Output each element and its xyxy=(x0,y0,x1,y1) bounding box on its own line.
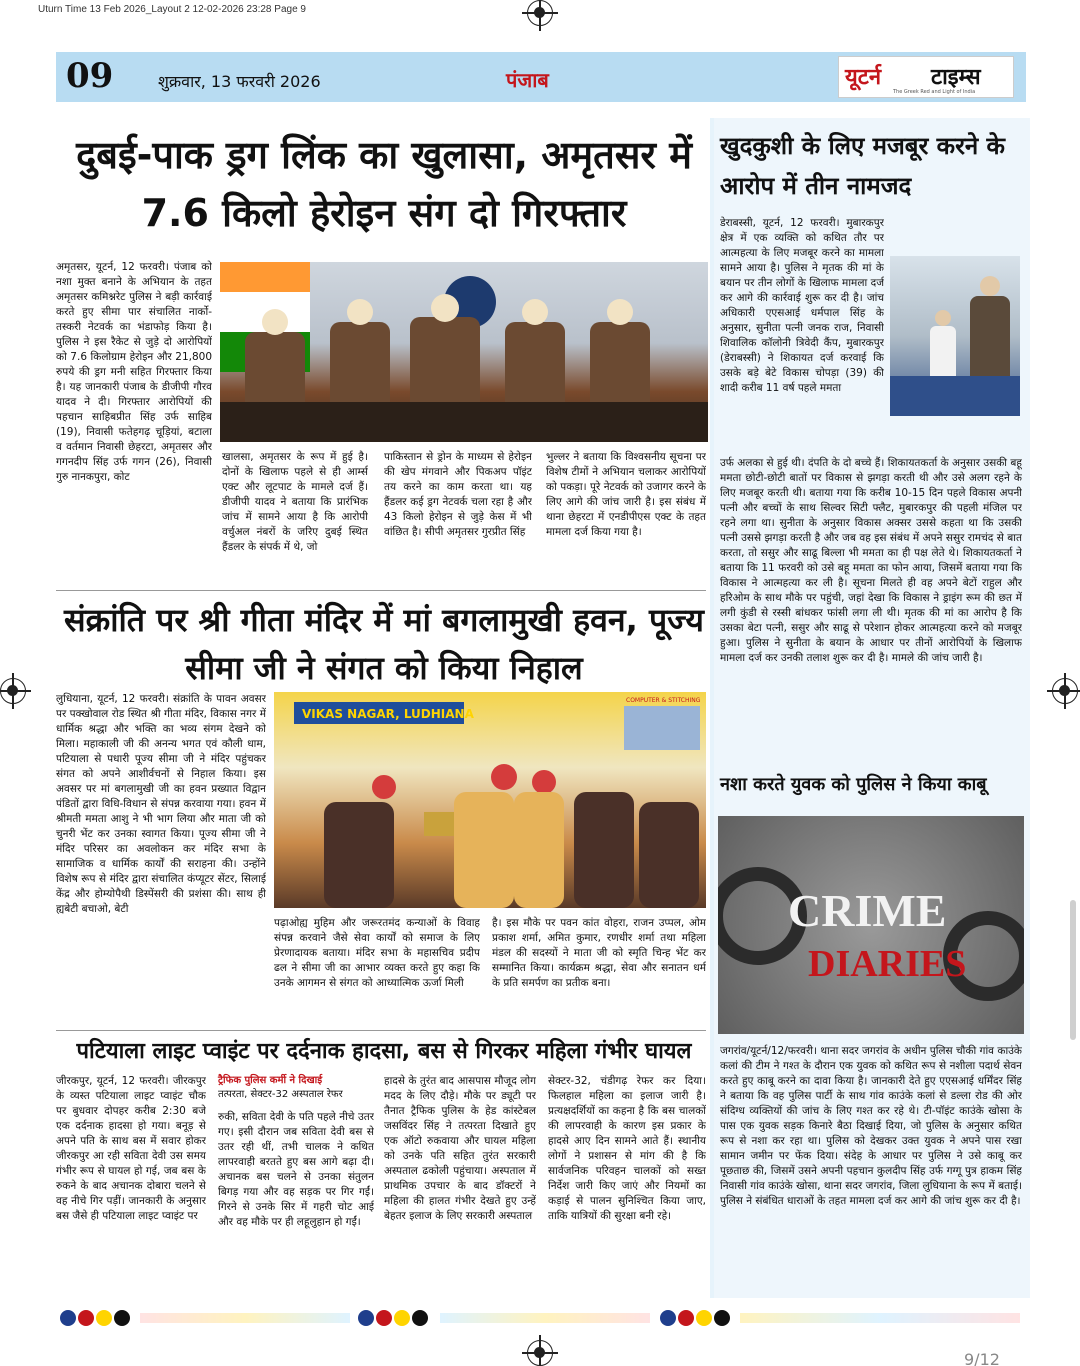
crime-word: CRIME xyxy=(788,885,947,936)
story2-col3: है। इस मौके पर पवन कांत वोहरा, राजन उप्पल, ओम प्रकाश शर्मा, अमित कुमार, रणधीर शर्मा तथा महिला मंडल की सदस्यों ने माता जी को स्मृति चिन्ह भेंट कर सम्मानित किया। कार्यक्रम श्रद्धा, सेवा और सनातन धर्म के प्रति समर्पण का प्रतीक बना। xyxy=(492,917,706,989)
diaries-word: DIARIES xyxy=(808,943,967,985)
scrollbar-thumb[interactable] xyxy=(1070,900,1076,1040)
headline-drug-youth: नशा करते युवक को पुलिस ने किया काबू xyxy=(720,774,987,795)
story4-lead: डेराबस्सी, यूटर्न, 12 फरवरी। मुबारकपुर क्षेत्र में एक व्यक्ति को कथित तौर पर आत्महत्या के लिए मजबूर करने का मामला सामने आया है। पुलिस ने मृतक की मां के बयान पर तीन लोगों के खिलाफ मामला दर्ज कर आगे की कार्रवाई शुरू कर दी है। जांच अधिकारी एएसआई धर्मपाल सिंह के अनुसार, सुनीता पत्नी जनक राज, निवासी शिवालिक कॉलोनी त्रिवेदी कैंप, मुबारकपुर (डेराबस्सी) ने शिकायत दर्ज करवाई कि उसके बड़े बेटे विकास चोपड़ा (39) की शादी करीब 11 वर्ष पहले ममता xyxy=(720,217,884,394)
press-conference-photo xyxy=(220,262,708,442)
story1-col4: भुल्लर ने बताया कि विश्वसनीय सूचना पर विशेष टीमों ने अभियान चलाकर आरोपियों को पकड़ा। पूरे नेटवर्क को उजागर करने के लिए आगे की जांच जारी है। इस संबंध में थाना छेहरटा में एनडीपीएस एक्ट के तहत मामला दर्ज किया गया है। xyxy=(546,451,706,538)
banner-computer: COMPUTER & STITCHING xyxy=(626,697,701,704)
story3-subhead-line1: ट्रैफिक पुलिस कर्मी ने दिखाई xyxy=(218,1075,323,1086)
story2-col2: पढ़ाओह्य मुहिम और जरूरतमंद कन्याओं के विवाह संपन्न करवाने जैसे सेवा कार्यों को समाज के लिए प्रेरणादायक बताया। मंदिर सभा के महासचिव प्रदीप ढल ने सीमा जी का आभार व्यक्त करते हुए कहा कि उनके आगमन से संगत को आध्यात्मिक ऊर्जा मिली xyxy=(274,917,480,989)
hospital-image xyxy=(890,256,1020,416)
masthead-logo xyxy=(838,56,1014,98)
story3-subhead xyxy=(218,1074,374,1104)
issue-date: शुक्रवार, 13 फरवरी 2026 xyxy=(158,72,321,91)
story3-col1: जीरकपुर, यूटर्न, 12 फरवरी। जीरकपुर के व्यस्त पटियाला लाइट प्वाइंट चौक पर बुधवार दोपहर करीब 2:30 बजे एक दर्दनाक हादसा हो गया। बनूड़ से अपने पति के साथ बस में सवार होकर जीरकपुर आ रही सविता देवी उस समय गंभीर रूप से घायल हो गई, जब बस के रुकने के बाद अचानक दोबारा चलने से वह नीचे गिर पड़ीं। जानकारी के अनुसार बस जैसे ही पटियाला लाइट प्वाइंट पर xyxy=(56,1075,206,1222)
banner-vikas-nagar: VIKAS NAGAR, LUDHIANA xyxy=(302,707,474,721)
story3-col2: रुकी, सविता देवी के पति पहले नीचे उतर गए। इसी दौरान जब सविता देवी बस से उतर रही थीं, तभी चालक ने कथित लापरवाही बरतते हुए बस आगे बढ़ा दी। अचानक बस चलने से उनका संतुलन बिगड़ गया और वह सड़क पर गिर गईं। गिरने से उनके सिर में गहरी चोट आई और वह मौके पर ही लहूलुहान हो गईं। xyxy=(218,1111,374,1228)
color-bar-3 xyxy=(740,1313,1020,1323)
registration-mark-left xyxy=(0,678,26,704)
divider xyxy=(56,590,706,591)
divider xyxy=(56,1030,706,1031)
press-conference-image xyxy=(220,262,708,442)
story3-col3: हादसे के तुरंत बाद आसपास मौजूद लोग मदद के लिए दौड़े। मौके पर ड्यूटी पर तैनात ट्रैफिक पुलिस के हेड कांस्टेबल जसविंदर सिंह ने तत्परता दिखाते हुए एक ऑटो रुकवाया और घायल महिला को उनके पति सहित तुरंत सरकारी अस्पताल ढकोली पहुंचाया। अस्पताल में प्राथमिक उपचार के बाद डॉक्टरों ने महिला की हालत गंभीर देखते हुए उन्हें बेहतर इलाज के लिए सरकारी अस्पताल xyxy=(384,1075,536,1222)
handcuff-image xyxy=(718,816,1024,1034)
story4-body: उर्फ अलका से हुई थी। दंपति के दो बच्चे हैं। शिकायतकर्ता के अनुसार उसकी बहू ममता छोटी-छोटी बातों पर विकास से झगड़ा करती थी और उसे अलग रहने के लिए मजबूर करती थी। बताया गया कि करीब 10-15 दिन पहले विकास अपनी पत्नी और बच्चों के साथ सिल्वर सिटी फ्लैट, मुबारकपुर की पहली मंजिल पर रहने लगा था। सुनीता के अनुसार विकास अक्सर उससे कहता था कि उसकी पत्नी उससे झगड़ा करती है और जब वह इस संबंध में अपने ससुर रामचंद से बात करता, तो ससुर और साढू बिल्ला भी ममता का ही पक्ष लेते थे। शिकायतकर्ता ने बताया कि 11 फरवरी को उसे बहू ममता का फोन आया, जिसमें बताया गया कि विकास ने आत्महत्या कर ली है। सूचना मिलते ही वह अपने बेटों राहुल और हरिओम के साथ मौके पर पहुंची, जहां देखा कि विकास ने ड्राइंग रूम की छत में लगी कुंडी से रस्सी बांधकर फांसी लगा ली थी। मृतक की मां का आरोप है कि उसका बेटा पत्नी, ससुर और साढू से परेशान होकर आत्महत्या करने को मजबूर हुआ। पुलिस ने सुनीता के बयान के आधार पर तीनों आरोपियों के खिलाफ मामला दर्ज कर उनकी तलाश शुरू कर दी है। मामले की जांच जारी है। xyxy=(720,457,1022,664)
logo-word-2: टाइम्स xyxy=(931,65,981,90)
havan-event-photo xyxy=(274,692,706,908)
print-slug: Uturn Time 13 Feb 2026_Layout 2 12-02-2026 23:28 Page 9 xyxy=(0,0,1080,22)
color-bar-2 xyxy=(440,1313,650,1323)
story1-col2: खालसा, अमृतसर के रूप में हुई है। दोनों के खिलाफ पहले से ही आर्म्स एक्ट और लूटपाट के मामले दर्ज हैं। डीजीपी यादव ने बताया कि प्रारंभिक जांच में सामने आया है कि आरोपी वर्चुअल नंबरों के जरिए दुबई स्थित हैंडलर के संपर्क में थे, जो xyxy=(222,451,368,553)
story3-col4: सेक्टर-32, चंडीगढ़ रेफर कर दिया। फिलहाल महिला का इलाज जारी है। प्रत्यक्षदर्शियों का कहना है कि बस चालकों की लापरवाही के कारण इस प्रकार के हादसे आए दिन सामने आते हैं। स्थानीय लोगों ने प्रशासन से मांग की है कि सार्वजनिक परिवहन चालकों को सख्त निर्देश जारी किए जाएं और नियमों का कड़ाई से पालन सुनिश्चित किया जाए, ताकि यात्रियों की सुरक्षा बनी रहे। xyxy=(548,1075,706,1222)
logo-word-1: यूटर्न xyxy=(845,65,882,90)
page-mark: 9/12 xyxy=(964,1350,1000,1366)
crime-diaries-graphic xyxy=(718,816,1024,1034)
color-dots-3 xyxy=(660,1310,732,1330)
headline-suicide-case: खुदकुशी के लिए मजबूर करने के आरोप में तीन नामजद xyxy=(720,132,1005,200)
hospital-photo xyxy=(890,256,1020,416)
registration-mark-bottom xyxy=(527,1340,553,1366)
page-number: 09 xyxy=(66,56,114,96)
story3-subhead-line2: तत्परता, सेक्टर-32 अस्पताल रेफर xyxy=(218,1089,343,1100)
headline-gita-mandir: संक्रांति पर श्री गीता मंदिर में मां बगलामुखी हवन, पूज्य सीमा जी ने संगत को किया निहाल xyxy=(63,601,704,687)
color-dots-2 xyxy=(358,1310,430,1330)
logo-tagline: The Greek Red and Light of India xyxy=(893,89,976,95)
havan-event-image xyxy=(274,692,706,908)
registration-mark-right xyxy=(1052,678,1078,704)
color-bar-1 xyxy=(140,1313,350,1323)
story5-body: जगरांव/यूटर्न/12/फरवरी। थाना सदर जगरांव के अधीन पुलिस चौकी गांव काउंके कलां की टीम ने गश्त के दौरान एक युवक को कथित रूप से नशीला पदार्थ सेवन करते हुए काबू करने का दावा किया है। जानकारी देते हुए एएसआई धर्मिंदर सिंह ने बताया कि वह पुलिस पार्टी के साथ गांव काउंके कलां से डल्ला रोड की ओर संदिग्ध व्यक्तियों की जांच के लिए गश्त कर रहे थे। टी-पॉइंट काउंके खोसा के पास एक युवक सड़क किनारे बैठा दिखाई दिया, जो पुलिस के अनुसार कथित रूप से नशा कर रहा था। पुलिस को देखकर उक्त युवक ने अपने पास रखा सामान जमीन पर फेंक दिया। संदेह के आधार पर पुलिस ने उसे काबू कर पूछताछ की, जिसमें उसने अपनी पहचान कुलदीप सिंह उर्फ गग्गू पुत्र हाकम सिंह निवासी गांव काउंके खोसा, थाना सदर जगरांव, जिला लुधियाना के रूप में बताई। पुलिस ने संबंधित धाराओं के तहत मामला दर्ज कर आगे की जांच शुरू कर दी है। xyxy=(720,1045,1022,1207)
color-dots-1 xyxy=(60,1310,132,1330)
headline-bus-accident: पटियाला लाइट प्वाइंट पर दर्दनाक हादसा, बस से गिरकर महिला गंभीर घायल xyxy=(76,1039,692,1064)
story1-col1: अमृतसर, यूटर्न, 12 फरवरी। पंजाब को नशा मुक्त बनाने के अभियान के तहत अमृतसर कमिश्नरेट पुलिस ने बड़ी कार्रवाई करते हुए सीमा पार संचालित नार्को-तस्करी नेटवर्क का भंडाफोड़ किया है। पुलिस ने इस रैकेट से जुड़े दो आरोपियों को 7.6 किलोग्राम हेरोइन और 21,800 रुपये की ड्रग मनी सहित गिरफ्तार किया है। यह जानकारी पंजाब के डीजीपी गौरव यादव ने दी। गिरफ्तार आरोपियों की पहचान साहिबप्रीत सिंह उर्फ साहिब (19), निवासी फतेहगढ़ चूड़ियां, बटाला व वर्तमान निवासी छेहरटा, अमृतसर और गगनदीप सिंह उर्फ गगन (26), निवासी गुरु नानकपुरा, कोट xyxy=(56,261,212,483)
story1-col3: पाकिस्तान से ड्रोन के माध्यम से हेरोइन की खेप मंगवाने और पिकअप पॉइंट तय करने का काम करता था। यह हैंडलर कई ड्रग नेटवर्क चला रहा है और 43 किलो हेरोइन से जुड़े केस में भी वांछित है। सीपी अमृतसर गुरप्रीत सिंह xyxy=(384,451,532,538)
section-name: पंजाब xyxy=(506,68,549,92)
headline-drug-link: दुबई-पाक ड्रग लिंक का खुलासा, अमृतसर में 7.6 किलो हेरोइन संग दो गिरफ्तार xyxy=(76,133,692,235)
registration-mark-top xyxy=(527,0,553,26)
story2-col1: लुधियाना, यूटर्न, 12 फरवरी। संक्रांति के पावन अवसर पर पक्खोवाल रोड स्थित श्री गीता मंदिर, विकास नगर में धार्मिक श्रद्धा और भक्ति का भव्य संगम देखने को मिला। महाकाली जी की अनन्य भगत एवं कौली धाम, पटियाला से पधारी पूज्य सीमा जी ने मंदिर पहुंचकर संगत को अपने आशीर्वचनों से निहाल किया। इस अवसर पर मां बगलामुखी जी का हवन प्रख्यात विद्वान पंडितों द्वारा विधि-विधान से संपन्न करवाया गया। हवन में श्रीमती ममता आशु ने भी भाग लिया और माता जी को चुनरी भेंट कर उनका स्वागत किया। पूज्य सीमा जी ने मंदिर परिसर का अवलोकन कर मंदिर सभा के सामाजिक व धार्मिक कार्यों की सराहना की। उन्होंने विशेष रूप से मंदिर द्वारा संचालित कंप्यूटर सेंटर, सिलाई केंद्र और होम्योपैथी डिस्पेंसरी की प्रशंसा की। साथ ही ह्यबेटी बचाओ, बेटी xyxy=(56,693,266,915)
